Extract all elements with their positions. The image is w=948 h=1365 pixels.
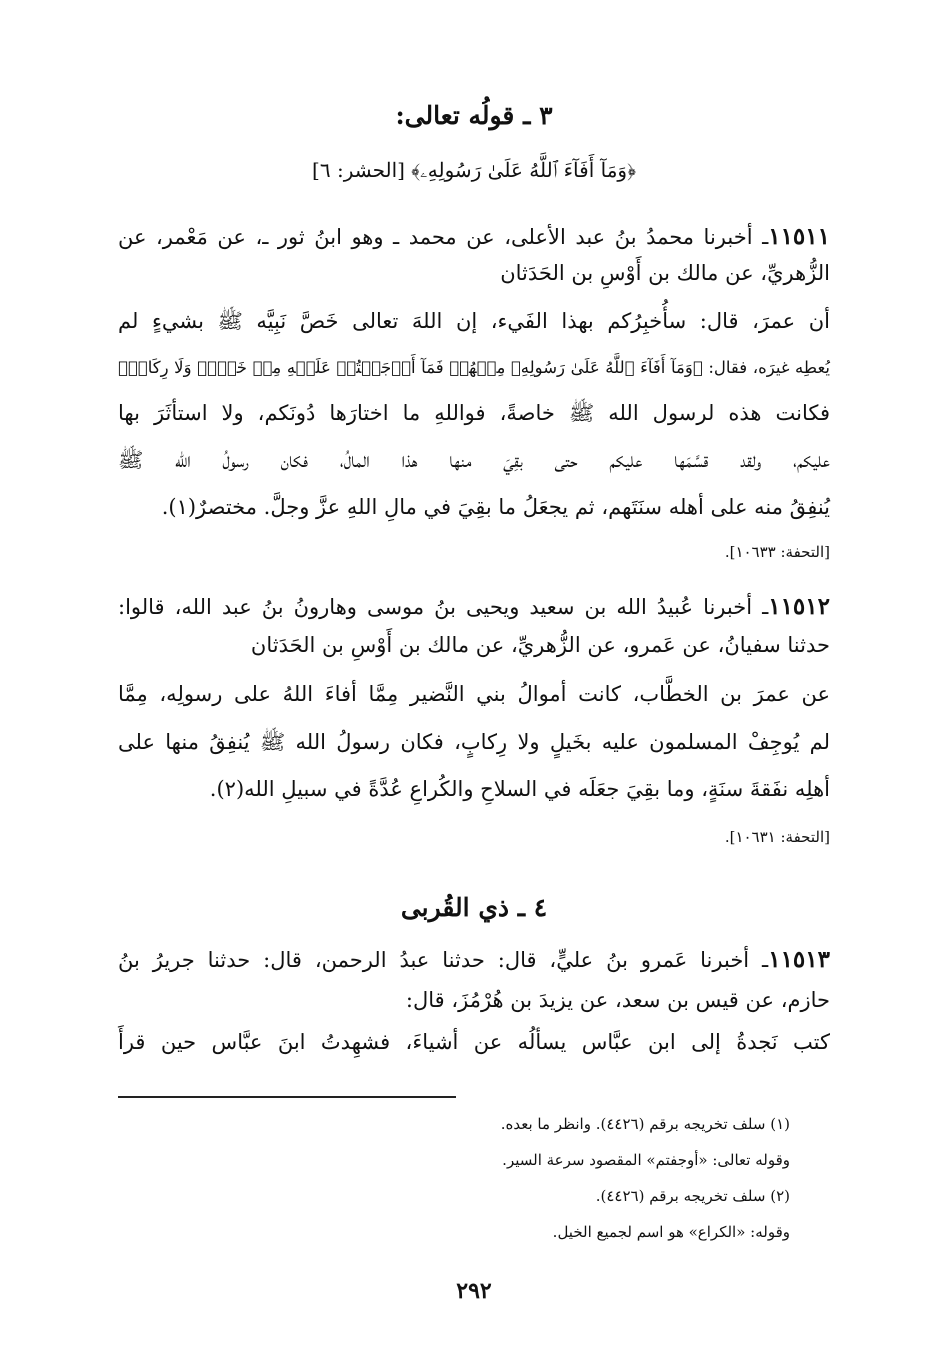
footnote: وقوله تعالى: «أوجفتم» المقصود سرعة السير. [502,1151,790,1169]
page-number: ٢٩٢ [456,1278,492,1304]
hadith-line: كتب نَجدةُ إلى ابن عبَّاس يسألُه عن أشياءَ، فشهِدتُ ابنَ عبَّاس حين قرأَ [118,1030,830,1054]
footnote: (٢) سلف تخريجه برقم (٤٤٢٦). [595,1187,790,1205]
hadith-number: ١١٥١٣ [768,946,830,973]
hadith-line: أن عمرَ، قال: سأُخبِرُكم بهذا الفَيء، إن اللهَ تعالى خَصَّ نَبِيَّه ﷺ بشيءٍ لم [118,309,830,333]
hadith-text: ـ أخبرنا محمدُ بنُ عبد الأعلى، عن محمد ـ وهو ابنُ ثور ـ، عن مَعْمر، عن [118,225,769,249]
hadith-line: حدثنا سفيانُ، عن عَمرو، عن الزُّهريِّ، عن مالك بن أَوْسِ بن الحَدَثان [250,633,830,657]
hadith-text: ـ أخبرنا عُبيدُ الله بن سعيد ويحيى بنُ موسى وهارونُ بنُ عبد الله، قالوا: [118,595,769,619]
hadith-line [118,222,830,252]
hadith-line: الزُّهريِّ، عن مالك بن أَوْسِ بن الحَدَثان [500,261,830,285]
hadith-number: ١١٥١٢ [768,593,830,620]
hadith-line: عليكم، ولقد قسَّمَها عليكم حتى بقِيَ منها هذا المالُ، فكان رسولُ الله ﷺ [118,448,830,472]
hadith-line: عن عمرَ بن الخطَّاب، كانت أموالُ بني النَّضير مِمَّا أفاءَ اللهُ على رسولِه، مِمَّا [118,682,830,706]
section-heading: ٣ ـ قولُه تعالى: [395,101,553,130]
hadith-text: ـ أخبرنا عَمرو بنُ عليٍّ، قال: حدثنا عبدُ الرحمن، قال: حدثنا جريرُ بنُ [118,948,769,972]
section-heading: ٤ ـ ذي القُربى [400,893,548,922]
hadith-line: أهلِه نفَقةَ سنَةٍ، وما بقِيَ جعَلَه في السلاحِ والكُراعِ عُدَّةً في سبيلِ الله(٢). [209,777,830,801]
hadith-line: فكانت هذه لرسول الله ﷺ خاصةً، فواللهِ ما اختارَها دُونَكم، ولا استأثَرَ بها [118,401,830,425]
hadith-line: يُعطِه غيرَه، فقال: ﴿وَمَآ أَفَآءَ ٱللَّهُ عَلَىٰ رَسُولِهِۦ مِنۡهُمۡ فَمَآ أَوۡجَفۡتُمۡ عَلَيۡهِ مِنۡ خَيۡلٖ وَلَا رِكَابٖ﴾ [118,358,830,377]
hadith-line: يُنفِقُ منه على أهله سنَتَهم، ثم يجعَلُ ما بقِيَ في مالِ اللهِ عزَّ وجلَّ. مختصرٌ(١). [161,495,830,519]
hadith-line: حازم، عن قيس بن سعد، عن يزيدَ بن هُرْمُزَ، قال: [405,988,830,1012]
footnote: وقوله: «الكراع» هو اسم لجميع الخيل. [552,1223,790,1241]
hadith-line: لم يُوجِفْ المسلمون عليه بخَيلٍ ولا رِكابٍ، فكان رسولُ الله ﷺ يُنفِقُ منها على [118,730,830,754]
footnote: (١) سلف تخريجه برقم (٤٤٢٦). وانظر ما بعده. [500,1115,790,1133]
tuhfa-reference: [التحفة: ١٠٦٣١]. [724,828,830,846]
hadith-line [118,592,830,622]
hadith-line [118,945,830,975]
tuhfa-reference: [التحفة: ١٠٦٣٣]. [724,543,830,561]
footnote-divider [118,1096,456,1098]
verse-reference: ﴿وَمَآ أَفَآءَ ٱللَّهُ عَلَىٰ رَسُولِهِۦ﴾ [الحشر: ٦] [312,158,636,182]
hadith-number: ١١٥١١ [768,223,830,250]
